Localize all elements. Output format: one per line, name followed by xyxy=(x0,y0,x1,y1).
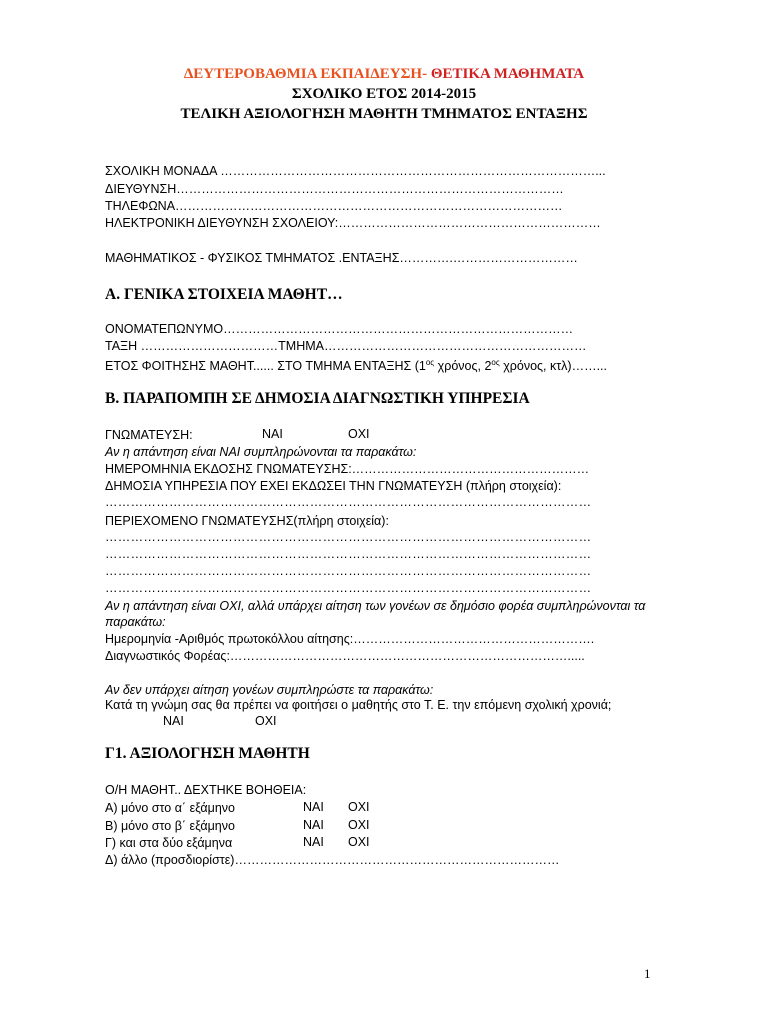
opinion-yes: ΝΑΙ xyxy=(163,714,184,728)
option-c: Γ) και στα δύο εξάμηνα xyxy=(105,836,233,850)
option-c-yes: ΝΑΙ xyxy=(303,835,324,849)
option-b-yes: ΝΑΙ xyxy=(303,818,324,832)
opinion-no: ΟΧΙ xyxy=(255,714,277,728)
issue-date-field: ΗΜΕΡΟΜΗΝΙΑ ΕΚΔΟΣΗΣ ΓΝΩΜΑΤΕΥΣΗΣ:………………………………………………… xyxy=(105,462,590,476)
header-school-year: ΣΧΟΛΙΚΟ ΕΤΟΣ 2014-2015 xyxy=(291,86,477,102)
public-service-field: ΔΗΜΟΣΙΑ ΥΠΗΡΕΣΙΑ ΠΟΥ ΕΧΕΙ ΕΚΔΩΣΕΙ ΤΗΝ ΓΝΩΜΑΤΕΥΣΗ (πλήρη στοιχεία): xyxy=(105,479,562,493)
page-number: 1 xyxy=(644,966,651,981)
header-education-level: ΔΕΥΤΕΡΟΒΑΘΜΙΑ ΕΚΠΑΙΔΕΥΣΗ- xyxy=(183,66,428,82)
dotted-line: …………………………………………………………………………………………………… xyxy=(105,581,592,595)
diagnosis-label: ΓΝΩΜΑΤΕΥΣΗ: xyxy=(105,428,193,442)
diagnosis-yes: ΝΑΙ xyxy=(262,427,283,441)
diagnosis-content-field: ΠΕΡΙΕΧΟΜΕΝΟ ΓΝΩΜΑΤΕΥΣΗΣ(πλήρη στοιχεία): xyxy=(105,514,389,528)
help-received-label: Ο/Η ΜΑΘΗΤ.. ΔΕΧΤΗΚΕ ΒΟΗΘΕΙΑ: xyxy=(105,783,307,797)
section-b-title: Β. ΠΑΡΑΠΟΜΠΗ ΣΕ ΔΗΜΟΣΙΑ ΔΙΑΓΝΩΣΤΙΚΗ ΥΠΗΡΕΣΙΑ xyxy=(105,390,530,407)
option-a: Α) μόνο στο α΄ εξάμηνο xyxy=(105,801,235,815)
option-c-no: ΟΧΙ xyxy=(348,835,370,849)
header-line-1 xyxy=(0,66,768,83)
teacher-field: ΜΑΘΗΜΑΤΙΚΟΣ - ΦΥΣΙΚΟΣ ΤΜΗΜΑΤΟΣ .ΕΝΤΑΞΗΣ………….………………………… xyxy=(105,251,578,265)
school-email-field: ΗΛΕΚΤΡΟΝΙΚΗ ΔΙΕΥΘΥΝΣΗ ΣΧΟΛΕΙΟΥ:……………………………………………………… xyxy=(105,216,601,230)
dotted-line: …………………………………………………………………………………………………… xyxy=(105,530,592,544)
diagnosis-no: ΟΧΙ xyxy=(348,427,370,441)
section-g1-title: Γ1. ΑΞΙΟΛΟΓΗΣΗ ΜΑΘΗΤΗ xyxy=(105,745,310,762)
address-field: ΔΙΕΥΘΥΝΣΗ………………………………………………………………………………… xyxy=(105,182,564,196)
application-date-field: Ημερομηνία -Αριθμός πρωτοκόλλου αίτησης:…………………………………………………. xyxy=(105,632,595,646)
option-b: Β) μόνο στο β΄ εξάμηνο xyxy=(105,819,235,833)
if-no-note-continued: παρακάτω: xyxy=(105,615,166,629)
dotted-line: …………………………………………………………………………………………………… xyxy=(105,547,592,561)
dotted-line: …………………………………………………………………………………………………… xyxy=(105,564,592,578)
header-subject: ΘΕΤΙΚΑ ΜΑΘΗΜΑΤΑ xyxy=(427,66,585,82)
option-a-no: ΟΧΙ xyxy=(348,800,370,814)
if-no-note: Αν η απάντηση είναι ΟΧΙ, αλλά υπάρχει αίτηση των γονέων σε δημόσιο φορέα συμπληρώνονται τα xyxy=(105,599,646,613)
school-unit-field: ΣΧΟΛΙΚΗ ΜΟΝΑΔΑ ………………………………………………………………………………... xyxy=(105,164,606,178)
if-yes-note: Αν η απάντηση είναι ΝΑΙ συμπληρώνονται τα παρακάτω: xyxy=(105,445,417,459)
diagnostic-body-field: Διαγνωστικός Φορέας:………………………………………………………………………..... xyxy=(105,649,585,663)
opinion-question: Κατά τη γνώμη σας θα πρέπει να φοιτήσει ο μαθητής στο Τ. Ε. την επόμενη σχολική χρονιά; xyxy=(105,698,612,712)
student-name-field: ΟΝΟΜΑΤΕΠΩΝΥΜΟ………………………………………………………………………… xyxy=(105,322,574,336)
option-d: Δ) άλλο (προσδιορίστε)…………………………………………………………………… xyxy=(105,853,560,867)
phones-field: ΤΗΛΕΦΩΝΑ………………………………………………………………………………… xyxy=(105,199,563,213)
section-a-title: Α. ΓΕΝΙΚΑ ΣΤΟΙΧΕΙΑ ΜΑΘΗΤ… xyxy=(105,286,343,303)
option-b-no: ΟΧΙ xyxy=(348,818,370,832)
years-field: ΕΤΟΣ ΦΟΙΤΗΣΗΣ ΜΑΘΗΤ...... ΣΤΟ ΤΜΗΜΑ ΕΝΤΑΞΗΣ ($1^{o\varsigma}$ χρόνος, $2^{o\varsigma}$ χρόνος, κτλ)……... xyxy=(105,358,608,374)
class-field: ΤΑΞΗ ……………………………ΤΜΗΜΑ……………………………………………………… xyxy=(105,339,587,353)
no-application-note: Αν δεν υπάρχει αίτηση γονέων συμπληρώστε τα παρακάτω: xyxy=(105,683,434,697)
option-a-yes: ΝΑΙ xyxy=(303,800,324,814)
dotted-line: …………………………………………………………………………………………………… xyxy=(105,495,592,509)
document-title: ΤΕΛΙΚΗ ΑΞΙΟΛΟΓΗΣΗ ΜΑΘΗΤΗ ΤΜΗΜΑΤΟΣ ΕΝΤΑΞΗΣ xyxy=(180,106,588,122)
